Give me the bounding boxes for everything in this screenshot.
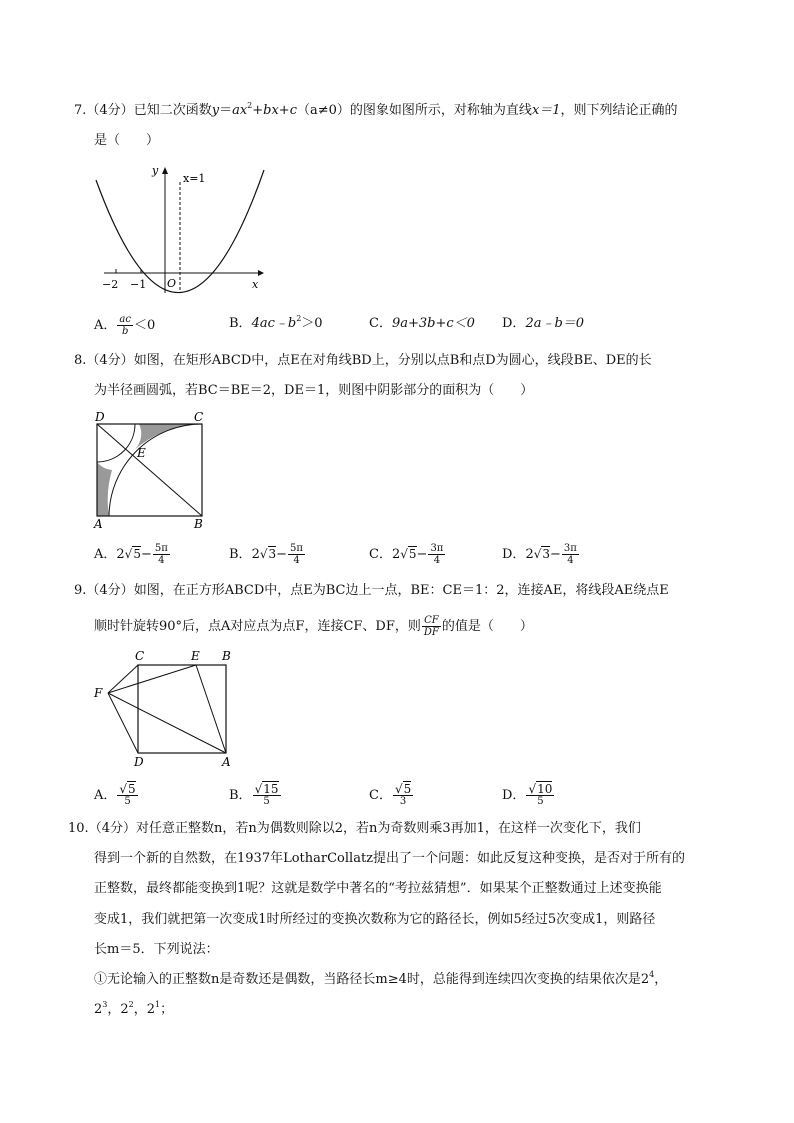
q7-label-sym: x=1	[183, 172, 206, 185]
q9-label-d: D	[134, 755, 144, 769]
q7-func-a: ax	[232, 103, 248, 118]
q7-x-arrow	[258, 270, 264, 276]
q7-option-a-label: A．	[94, 318, 117, 333]
q10-line6	[94, 970, 667, 990]
q8-label-c: C	[194, 410, 204, 424]
q8-arc-d	[97, 424, 135, 462]
q8-option-b-root: 3	[268, 547, 277, 561]
q8-option-a[interactable]	[94, 543, 171, 566]
q7-y-arrow	[162, 167, 168, 174]
q9-text1: 如图，在正方形ABCD中，点E为BC边上一点，BE：CE＝1：2，连接AE，将线段AE绕点E	[133, 583, 669, 598]
q8-label-d: D	[95, 410, 105, 424]
q7-option-a-den: b	[121, 326, 129, 337]
q9-label-b: B	[222, 649, 231, 663]
q10-text1: 对任意正整数n，若n为偶数则除以2，若n为奇数则乘3再加1，在这样一次变化下，我们	[135, 821, 641, 836]
q7-func-y: y	[211, 103, 220, 118]
q8-option-c-sqrt: √5	[400, 547, 417, 561]
q10-score: （4分）	[88, 821, 136, 836]
q9-label-c: C	[135, 649, 145, 663]
q10-line7-b2: ，2	[107, 1002, 129, 1017]
q9-label-f: F	[94, 686, 103, 700]
q7-parabola-graph	[94, 160, 274, 300]
q9-segment-ef	[108, 665, 196, 693]
q9-option-d-root: 10	[537, 782, 553, 796]
q7-option-b[interactable]	[229, 314, 323, 334]
q9-number: 9.	[74, 583, 87, 598]
q7-option-a[interactable]	[94, 314, 155, 337]
q8-option-c-root: 5	[408, 547, 417, 561]
q8-option-d-den: 4	[567, 555, 574, 566]
q9-option-a-frac	[117, 784, 137, 807]
q10-line7	[94, 1000, 173, 1020]
q8-option-a-label: A．	[94, 547, 117, 562]
q9-option-b-frac	[253, 784, 281, 807]
q7-option-d-label: D．	[502, 316, 526, 331]
q8-option-c-num: 3π	[430, 543, 444, 554]
q8-option-b-num: 5π	[290, 543, 303, 554]
q9-option-a-root: 5	[128, 782, 136, 796]
q9-line1	[74, 581, 669, 601]
q8-option-d-label: D．	[502, 547, 526, 562]
q7-label-y: y	[152, 164, 159, 177]
q7-score: （4分）	[86, 103, 134, 118]
q9-option-c-den: 3	[399, 796, 407, 807]
q7-option-a-frac	[117, 314, 133, 337]
q7-func-rest: +bx+c	[252, 103, 297, 118]
q10-line2: 得到一个新的自然数，在1937年LotharCollatz提出了一个问题：如此反复这种变换，是否对于所有的	[94, 851, 686, 866]
q8-number: 8.	[74, 353, 87, 368]
q8-line1	[74, 351, 652, 371]
q7-option-b-rest: ＞0	[301, 316, 323, 331]
q7-line2: 是（ ）	[94, 133, 160, 148]
q8-arc-b	[109, 424, 202, 516]
q9-option-a-den: 5	[124, 796, 131, 807]
q9-square-figure	[88, 645, 238, 769]
q10-line3: 正整数，最终都能变换到1呢？这就是数学中著名的“考拉兹猜想”．如果某个正整数通过上述变换能	[94, 881, 662, 896]
q8-option-b-den: 4	[293, 555, 300, 566]
q8-option-d-coef: 2	[525, 547, 534, 562]
q9-frac-num: CF	[424, 615, 439, 626]
q8-option-a-frac	[153, 543, 170, 566]
q7-line1	[74, 101, 678, 121]
q9-option-b-den: 5	[263, 796, 270, 807]
q7-cond: （a≠0）	[297, 103, 350, 118]
q8-label-e: E	[137, 446, 146, 460]
q9-option-d[interactable]	[502, 784, 555, 807]
q9-segment-cf	[108, 665, 138, 693]
q10-line7-e1: 3	[102, 1000, 108, 1009]
q10-line7-end: ；	[160, 1002, 174, 1017]
q8-option-d-sqrt: √3	[533, 547, 551, 561]
q7-option-c-text: 9a+3b+c＜0	[391, 316, 475, 331]
q9-frac-den: DF	[423, 627, 439, 638]
q8-text1: 如图，在矩形ABCD中，点E在对角线BD上，分别以点B和点D为圆心，线段BE、DE的长	[133, 353, 652, 368]
q7-option-c[interactable]	[369, 314, 475, 334]
q9-option-b[interactable]	[229, 784, 282, 807]
q9-option-c[interactable]	[369, 784, 414, 807]
q9-option-d-den: 5	[537, 796, 544, 807]
q8-option-c-minus: −	[416, 547, 428, 562]
q7-option-c-label: C．	[369, 316, 392, 331]
q7-func-exp: 2	[247, 101, 253, 110]
q9-option-b-num: √15	[254, 782, 279, 796]
q8-option-d-root: 3	[542, 547, 551, 561]
q9-option-d-frac	[526, 784, 554, 807]
q9-option-b-root: 15	[263, 782, 279, 796]
q7-option-b-exp: 2	[296, 314, 302, 323]
q8-option-c-den: 4	[433, 555, 441, 566]
q8-option-c-coef: 2	[391, 547, 401, 562]
q8-option-a-sqrt: √5	[124, 547, 141, 561]
q10-number: 10.	[68, 821, 89, 836]
q8-rectangle-figure	[90, 406, 215, 530]
q8-option-b-frac	[288, 543, 305, 566]
q10-line7-e2: 2	[128, 1000, 134, 1009]
q8-option-d[interactable]	[502, 543, 580, 566]
q8-option-a-num: 5π	[154, 543, 168, 554]
q9-label-a: A	[222, 755, 231, 769]
q8-option-c[interactable]	[369, 543, 446, 566]
q8-option-b-label: B．	[229, 547, 252, 562]
q9-option-c-num: √5	[394, 782, 412, 796]
q8-option-c-label: C．	[369, 547, 392, 562]
q8-option-a-coef: 2	[116, 547, 125, 562]
q8-line2: 为半径画圆弧，若BC＝BE＝2，DE＝1，则图中阴影部分的面积为（ ）	[94, 383, 534, 398]
q10-line4: 变成1，我们就把第一次变成1时所经过的变换次数称为它的路径长，例如5经过5次变成1，则路径	[94, 912, 656, 927]
q7-option-d-text: 2a﹣b＝0	[525, 316, 585, 331]
q9-text2b: 的值是（ ）	[441, 619, 533, 634]
q8-option-d-frac	[562, 543, 579, 566]
q8-option-a-den: 4	[158, 555, 165, 566]
q9-option-a-label: A．	[94, 788, 117, 803]
q10-line7-e3: 1	[155, 1000, 161, 1009]
q8-option-a-minus: −	[140, 547, 152, 562]
q8-option-b-coef: 2	[251, 547, 260, 562]
q10-line7-b1: 2	[94, 1002, 103, 1017]
q8-option-b-sqrt: √3	[259, 547, 277, 561]
q8-option-d-minus: −	[550, 547, 561, 562]
q9-option-a[interactable]	[94, 784, 139, 807]
q7-option-b-label: B．	[229, 316, 252, 331]
q7-option-d[interactable]	[502, 314, 584, 334]
q9-square	[138, 665, 226, 753]
q9-option-d-label: D．	[502, 788, 526, 803]
q9-label-e: E	[191, 649, 200, 663]
q8-option-b[interactable]	[229, 543, 306, 566]
q7-text1: 已知二次函数	[133, 103, 212, 118]
q8-option-a-root: 5	[133, 547, 141, 561]
q7-label-m2: −2	[102, 278, 119, 291]
q9-option-c-label: C．	[369, 788, 392, 803]
q10-text6: ①无论输入的正整数n是奇数还是偶数，当路径长m≥4时，总能得到连续四次变换的结果依次是2	[94, 972, 650, 987]
q8-option-b-minus: −	[276, 547, 288, 562]
q7-func-eq: ＝	[219, 103, 233, 118]
q7-label-m1: −1	[130, 278, 147, 291]
q7-text3: ，则下列结论正确的	[560, 103, 678, 118]
q9-segment-df	[108, 693, 138, 753]
q9-text2a: 顺时针旋转90°后，点A对应点为点F，连接CF、DF，则	[94, 619, 421, 634]
q9-option-b-label: B．	[229, 788, 252, 803]
q8-score: （4分）	[86, 353, 134, 368]
q9-question-frac	[422, 615, 441, 638]
q9-score: （4分）	[86, 583, 134, 598]
q10-line1	[68, 819, 641, 839]
q9-option-c-frac	[393, 784, 413, 807]
q8-label-a: A	[94, 517, 103, 530]
q7-label-origin: O	[167, 277, 177, 290]
q10-text6-exp: 4	[649, 970, 655, 979]
q7-label-x: x	[252, 278, 259, 291]
q10-line5: 长m＝5．下列说法：	[94, 942, 219, 957]
q7-option-a-num: ac	[119, 314, 131, 325]
q9-line2	[94, 615, 533, 638]
q7-option-b-pre: 4ac﹣b	[251, 316, 297, 331]
q8-label-b: B	[194, 517, 203, 530]
q7-option-a-rest: ＜0	[133, 318, 156, 333]
q7-text2: 的图象如图所示，对称轴为直线	[349, 103, 532, 118]
q9-option-a-num: √5	[119, 782, 136, 796]
q8-option-d-num: 3π	[563, 543, 577, 554]
q7-axis-eq: x＝1	[531, 103, 561, 118]
q9-option-d-num: √10	[528, 782, 553, 796]
q10-line7-b3: ，2	[133, 1002, 156, 1017]
q9-option-c-root: 5	[403, 782, 412, 796]
q10-text6-end: ，	[654, 972, 668, 987]
q7-number: 7.	[74, 103, 87, 118]
q8-option-c-frac	[428, 543, 445, 566]
